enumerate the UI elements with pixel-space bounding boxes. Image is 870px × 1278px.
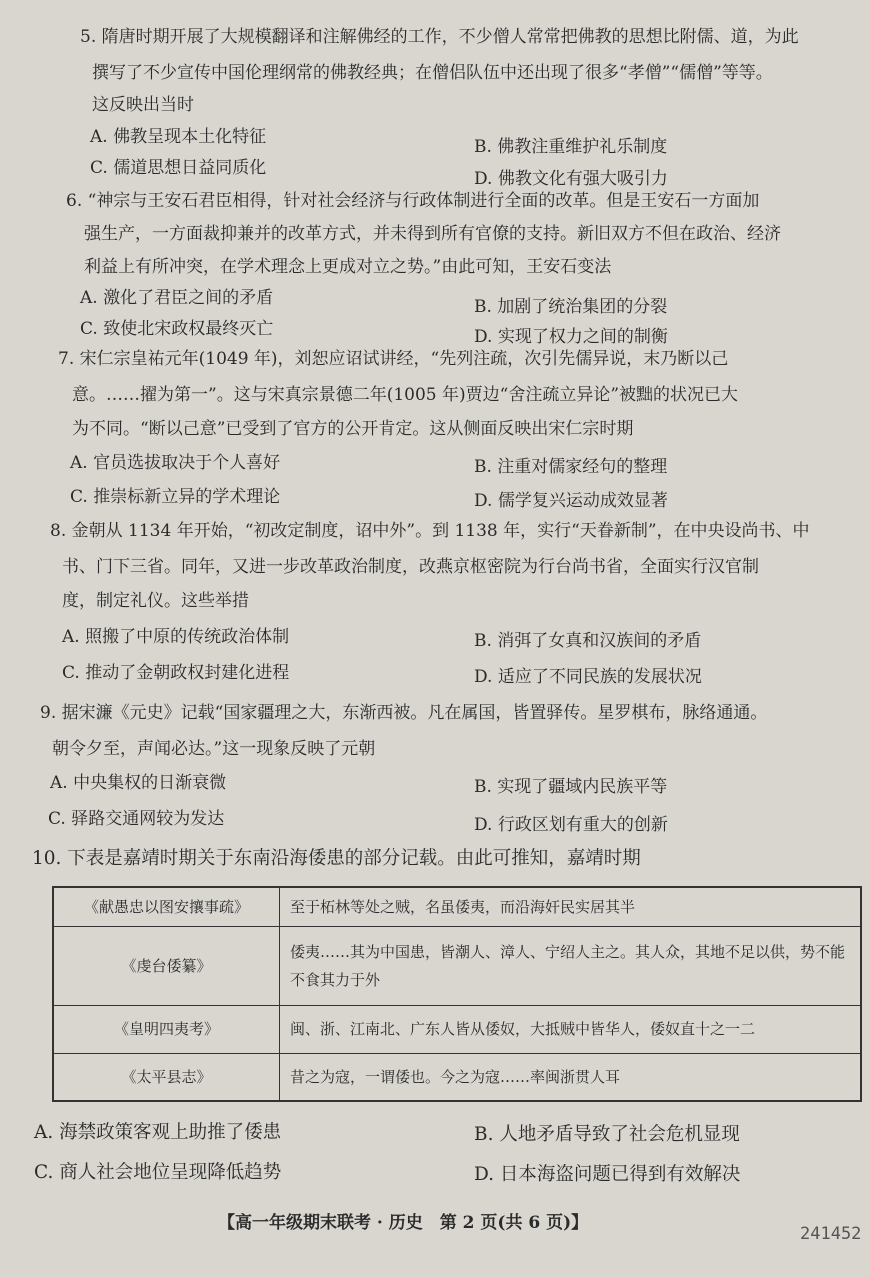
- question-7-line-1: 7. 宋仁宗皇祐元年(1049 年)，刘恕应诏试讲经，“先列注疏，次引先儒异说，末乃断以己: [58, 349, 729, 369]
- question-9-option-b[interactable]: B. 实现了疆域内民族平等: [474, 777, 668, 797]
- question-5-line-3: 这反映出当时: [92, 95, 194, 115]
- question-7-option-b[interactable]: B. 注重对儒家经句的整理: [474, 457, 668, 477]
- question-6-option-d[interactable]: D. 实现了权力之间的制衡: [474, 327, 668, 347]
- question-7-line-3: 为不同。“断以己意”已受到了官方的公开肯定。这从侧面反映出宋仁宗时期: [72, 419, 634, 439]
- question-9-option-c[interactable]: C. 驿路交通网较为发达: [48, 809, 225, 829]
- table-row: [53, 887, 861, 926]
- table-cell-source: 《太平县志》: [53, 1053, 280, 1101]
- question-6-line-2: 强生产，一方面裁抑兼并的改革方式，并未得到所有官僚的支持。新旧双方不但在政治、经济: [84, 224, 781, 244]
- question-8-option-c[interactable]: C. 推动了金朝政权封建化进程: [62, 663, 290, 683]
- question-6-option-b[interactable]: B. 加剧了统治集团的分裂: [474, 297, 668, 317]
- question-9-line-1: 9. 据宋濂《元史》记载“国家疆理之大，东渐西被。凡在属国，皆置驿传。星罗棋布，脉络通通。: [40, 703, 768, 723]
- question-10-option-a[interactable]: A. 海禁政策客观上助推了倭患: [34, 1122, 282, 1143]
- table-cell-source: 《皇明四夷考》: [53, 1005, 280, 1053]
- table-cell-source: 《虔台倭纂》: [53, 926, 280, 1005]
- exam-code: 241452: [800, 1224, 862, 1244]
- table-cell-text: 至于柘林等处之贼，名虽倭夷，而沿海奸民实居其半: [280, 887, 862, 926]
- question-8-line-1: 8. 金朝从 1134 年开始，“初改定制度，诏中外”。到 1138 年，实行“天眷新制”，在中央设尚书、中: [50, 521, 810, 541]
- question-6-option-a[interactable]: A. 激化了君臣之间的矛盾: [80, 288, 274, 308]
- question-7-option-c[interactable]: C. 推崇标新立异的学术理论: [70, 487, 281, 507]
- page-footer: 【高一年级期末联考 · 历史 第 2 页(共 6 页)】: [218, 1213, 589, 1233]
- question-8-option-a[interactable]: A. 照搬了中原的传统政治体制: [62, 627, 290, 647]
- question-7-option-a[interactable]: A. 官员选拔取决于个人喜好: [70, 453, 281, 473]
- question-5-option-a[interactable]: A. 佛教呈现本土化特征: [90, 127, 267, 147]
- table-row: [53, 1005, 861, 1053]
- question-6-line-3: 利益上有所冲突，在学术理念上更成对立之势。”由此可知，王安石变法: [84, 257, 612, 277]
- question-10-option-d[interactable]: D. 日本海盗问题已得到有效解决: [474, 1164, 741, 1185]
- question-7-line-2: 意。……擢为第一”。这与宋真宗景德二年(1005 年)贾边“舍注疏立异论”被黜的状况已大: [72, 385, 739, 405]
- question-5-option-c[interactable]: C. 儒道思想日益同质化: [90, 158, 267, 178]
- question-8-option-d[interactable]: D. 适应了不同民族的发展状况: [474, 667, 702, 687]
- question-8-line-3: 度，制定礼仪。这些举措: [62, 591, 249, 611]
- question-10-option-c[interactable]: C. 商人社会地位呈现降低趋势: [34, 1162, 282, 1183]
- question-7-option-d[interactable]: D. 儒学复兴运动成效显著: [474, 491, 668, 511]
- table-row: [53, 1053, 861, 1101]
- question-9-option-d[interactable]: D. 行政区划有重大的创新: [474, 815, 668, 835]
- table-cell-text: 闽、浙、江南北、广东人皆从倭奴，大抵贼中皆华人，倭奴直十之一二: [280, 1005, 862, 1053]
- question-5-line-1: 5. 隋唐时期开展了大规模翻译和注解佛经的工作，不少僧人常常把佛教的思想比附儒、道，为此: [80, 27, 799, 47]
- question-10-line-1: 10. 下表是嘉靖时期关于东南沿海倭患的部分记载。由此可推知，嘉靖时期: [32, 848, 641, 869]
- question-5-line-2: 撰写了不少宣传中国伦理纲常的佛教经典；在僧侣队伍中还出现了很多“孝僧”“儒僧”等等。: [92, 63, 773, 83]
- question-6-option-c[interactable]: C. 致使北宋政权最终灭亡: [80, 319, 274, 339]
- question-8-line-2: 书、门下三省。同年，又进一步改革政治制度，改燕京枢密院为行台尚书省，全面实行汉官制: [62, 557, 759, 577]
- question-5-option-d[interactable]: D. 佛教文化有强大吸引力: [474, 169, 668, 189]
- table-cell-text: 昔之为寇，一谓倭也。今之为寇……率闽浙贯人耳: [280, 1053, 862, 1101]
- question-10-option-b[interactable]: B. 人地矛盾导致了社会危机显现: [474, 1124, 740, 1145]
- question-6-line-1: 6. “神宗与王安石君臣相得，针对社会经济与行政体制进行全面的改革。但是王安石一方面加: [66, 191, 760, 211]
- table-cell-source: 《献愚忠以图安攘事疏》: [53, 887, 280, 926]
- question-10-table: [52, 886, 862, 1102]
- question-9-option-a[interactable]: A. 中央集权的日渐衰微: [50, 773, 227, 793]
- question-5-option-b[interactable]: B. 佛教注重维护礼乐制度: [474, 137, 668, 157]
- table-cell-text: 倭夷……其为中国患，皆潮人、漳人、宁绍人主之。其人众，其地不足以供，势不能不食其力于外: [280, 926, 862, 1005]
- table-row: [53, 926, 861, 1005]
- question-8-option-b[interactable]: B. 消弭了女真和汉族间的矛盾: [474, 631, 702, 651]
- question-9-line-2: 朝令夕至，声闻必达。”这一现象反映了元朝: [52, 739, 376, 759]
